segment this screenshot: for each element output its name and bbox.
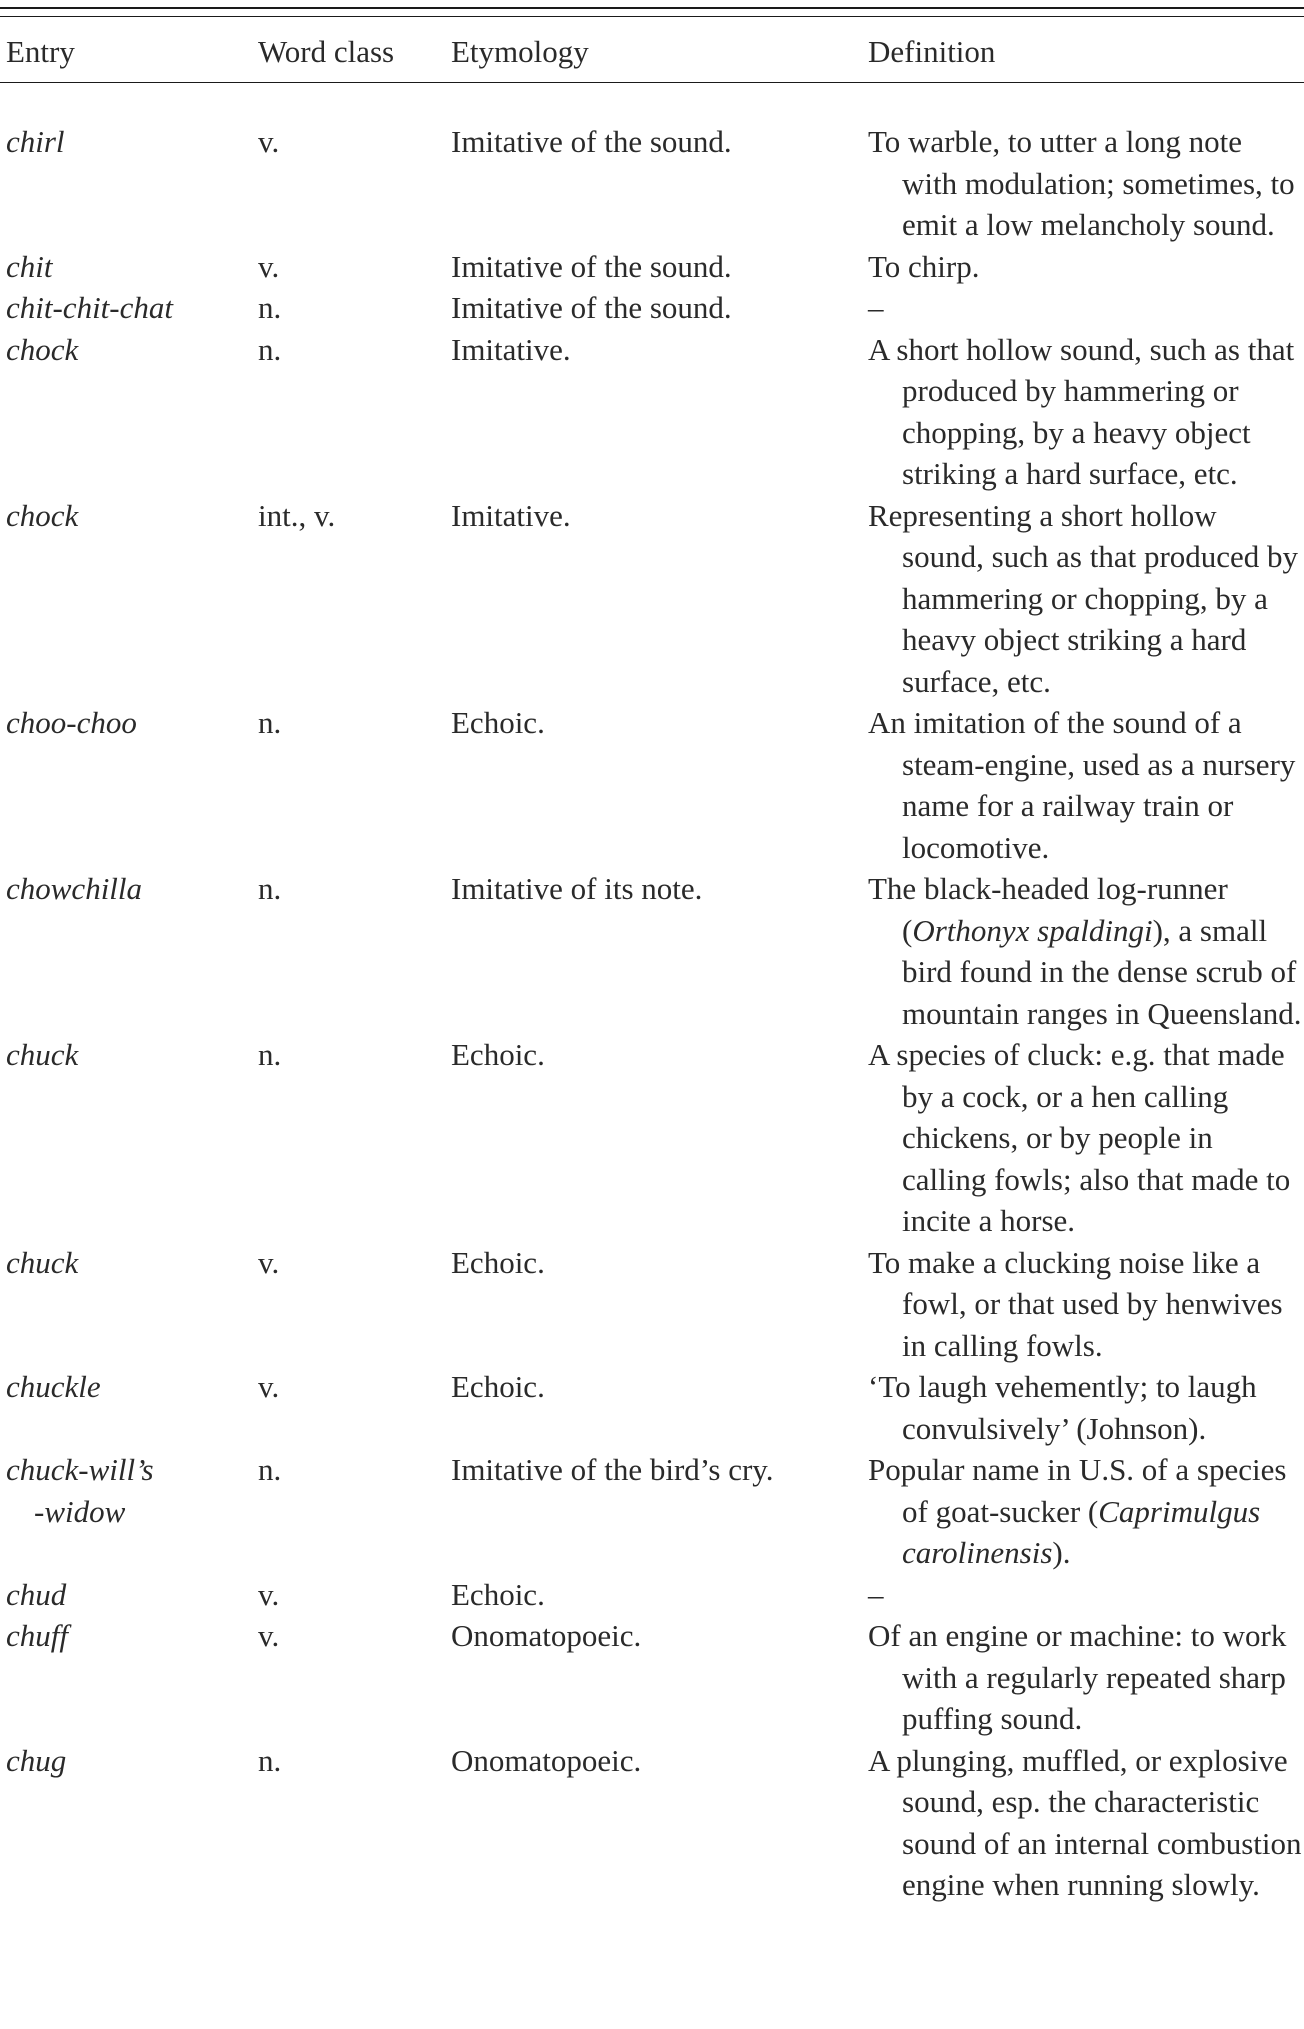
word-class-cell: n. <box>258 1742 282 1778</box>
entry-cell: chug <box>6 1742 67 1778</box>
header-etymology: Etymology <box>451 34 589 69</box>
lexicon-table <box>0 121 1304 1906</box>
entry-cell: chud <box>6 1576 67 1612</box>
word-class-cell: n. <box>258 1037 282 1072</box>
header-entry: Entry <box>6 34 75 69</box>
etymology-cell: Echoic. <box>451 1369 545 1404</box>
word-class-cell: v. <box>258 1369 280 1404</box>
table-row <box>0 329 1304 495</box>
etymology-cell: Imitative. <box>451 497 571 533</box>
word-class-cell: v. <box>258 248 280 284</box>
word-class-cell: n. <box>258 290 282 325</box>
entry-cell: chuck <box>6 1037 79 1072</box>
etymology-cell: Imitative of the sound. <box>451 290 732 325</box>
word-class-cell: n. <box>258 871 282 906</box>
word-class-cell: v. <box>258 1244 280 1280</box>
etymology-cell: Echoic. <box>451 1037 545 1072</box>
etymology-cell: Imitative of the sound. <box>451 124 732 159</box>
entry-cell: chuck <box>6 1244 79 1280</box>
table-header <box>0 32 1304 72</box>
word-class-cell: v. <box>258 124 280 159</box>
definition-cell: A short hollow sound, such as that produced by hammering or chopping, by a heavy object striking a hard surface, etc. <box>868 331 1295 491</box>
table-row <box>0 1034 1304 1242</box>
word-class-cell: n. <box>258 1452 282 1487</box>
definition-cell: To chirp. <box>868 248 980 284</box>
etymology-cell: Onomatopoeic. <box>451 1742 642 1778</box>
definition-cell: A species of cluck: e.g. that made by a cock, or a hen calling chickens, or by people in calling fowls; also that made to incite a horse. <box>868 1037 1291 1238</box>
header-rule <box>0 82 1304 83</box>
table-row <box>0 121 1304 246</box>
table-row <box>0 495 1304 703</box>
definition-cell <box>868 868 1304 1034</box>
word-class-cell: v. <box>258 1576 280 1612</box>
definition-cell: Representing a short hollow sound, such as that produced by hammering or chopping, by a heavy object striking a hard surface, etc. <box>868 497 1299 699</box>
etymology-cell: Echoic. <box>451 705 545 740</box>
entry-cell <box>0 1449 258 1574</box>
header-word-class: Word class <box>258 34 395 69</box>
word-class-cell: n. <box>258 331 282 367</box>
word-class-cell: int., v. <box>258 497 336 533</box>
table-row <box>0 702 1304 868</box>
etymology-cell: Imitative of its note. <box>451 871 703 906</box>
top-rule-thin <box>0 16 1304 17</box>
entry-cell: choo-choo <box>6 705 137 740</box>
table-row <box>0 287 1304 329</box>
definition-cell: ‘To laugh vehemently; to laugh convulsively’ (Johnson). <box>868 1369 1257 1446</box>
table-row <box>0 868 1304 1034</box>
word-class-cell: v. <box>258 1618 280 1653</box>
definition-cell: To warble, to utter a long note with modulation; sometimes, to emit a low melancholy sound. <box>868 124 1295 242</box>
definition-cell: To make a clucking noise like a fowl, or that used by henwives in calling fowls. <box>868 1244 1283 1363</box>
table-row <box>0 246 1304 288</box>
entry-cell: chit-chit-chat <box>6 290 173 325</box>
entry-cell: chuckle <box>6 1369 101 1404</box>
entry-cell: chock <box>6 497 79 533</box>
definition-text: Popular name in U.S. of a species of goat-sucker ( <box>868 1452 1287 1529</box>
definition-text: ), a small bird found in the dense scrub of mountain ranges in Queensland. <box>902 912 1302 1031</box>
table-row <box>0 1366 1304 1449</box>
definition-cell: Of an engine or machine: to work with a regularly repeated sharp puffing sound. <box>868 1618 1287 1736</box>
word-class-cell: n. <box>258 705 282 740</box>
table-row <box>0 1242 1304 1367</box>
definition-cell: An imitation of the sound of a steam-engine, used as a nursery name for a railway train or locomotive. <box>868 705 1296 865</box>
etymology-cell: Imitative. <box>451 331 571 367</box>
table-row <box>0 1615 1304 1740</box>
definition-cell: A plunging, muffled, or explosive sound, esp. the characteristic sound of an internal combustion engine when running slowly. <box>868 1742 1302 1902</box>
etymology-cell: Imitative of the sound. <box>451 248 732 284</box>
etymology-cell: Imitative of the bird’s cry. <box>451 1452 774 1487</box>
entry-cell: chirl <box>6 124 65 159</box>
definition-text: ). <box>1052 1535 1071 1570</box>
definition-cell: – <box>868 290 884 325</box>
etymology-cell: Echoic. <box>451 1244 545 1280</box>
table-row <box>0 1574 1304 1616</box>
definition-cell: – <box>868 1576 884 1612</box>
etymology-cell: Echoic. <box>451 1576 545 1612</box>
entry-line: chuck-will’s <box>6 1452 154 1487</box>
species-name: Caprimulgus carolinensis <box>902 1493 1261 1570</box>
top-rule-thick <box>0 7 1304 9</box>
entry-cell: chock <box>6 331 79 367</box>
table-row <box>0 1740 1304 1906</box>
entry-cell: chuff <box>6 1618 68 1653</box>
header-definition: Definition <box>868 34 996 69</box>
species-name: Orthonyx spaldingi <box>912 912 1153 948</box>
entry-line: -widow <box>34 1493 126 1529</box>
definition-text: The black-headed log-runner ( <box>868 871 1228 948</box>
entry-cell: chowchilla <box>6 871 143 906</box>
entry-cell: chit <box>6 248 53 284</box>
definition-cell <box>868 1449 1304 1574</box>
table-row <box>0 1449 1304 1574</box>
etymology-cell: Onomatopoeic. <box>451 1618 642 1653</box>
